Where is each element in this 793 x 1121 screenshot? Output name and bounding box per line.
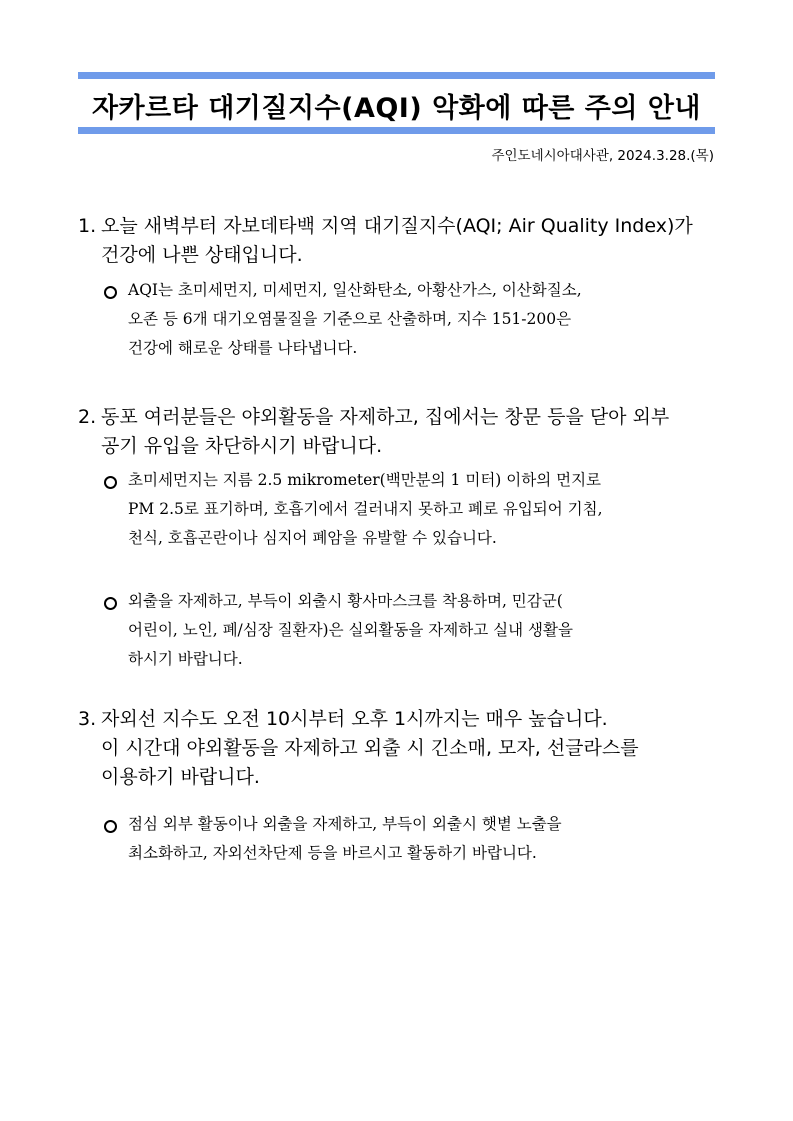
bullet-line: 하시기 바랍니다.: [128, 650, 243, 668]
page-title: 자카르타 대기질지수(AQI) 악화에 따른 주의 안내: [91, 93, 702, 124]
title-rule-top: [78, 72, 715, 79]
heading-line: 오늘 새벽부터 자보데타백 지역 대기질지수(AQI; Air Quality Index)가: [101, 215, 693, 237]
bullet-line: 점심 외부 활동이나 외출을 자제하고, 부득이 외출시 햇볕 노출을: [128, 815, 562, 833]
circle-bullet-icon: [104, 597, 117, 610]
circle-bullet-icon: [104, 476, 117, 489]
heading-line: 자외선 지수도 오전 10시부터 오후 1시까지는 매우 높습니다.: [101, 708, 608, 730]
section-2-heading: [78, 403, 728, 461]
circle-bullet-icon: [104, 286, 117, 299]
bullet-line: 오존 등 6개 대기오염물질을 기준으로 산출하며, 지수 151-200은: [128, 310, 572, 328]
section-3-bullet-1: [104, 810, 724, 868]
heading-line: 동포 여러분들은 야외활동을 자제하고, 집에서는 창문 등을 닫아 외부: [101, 406, 670, 428]
section-1-bullet-1: [104, 276, 724, 363]
heading-line: 공기 유입을 차단하시기 바랍니다.: [101, 435, 383, 457]
heading-line: 이용하기 바랍니다.: [101, 766, 260, 788]
section-number: 2.: [78, 406, 97, 428]
dateline: 주인도네시아대사관, 2024.3.28.(목): [491, 148, 714, 164]
section-2-bullet-2: [104, 587, 724, 674]
bullet-line: 외출을 자제하고, 부득이 외출시 황사마스크를 착용하며, 민감군(: [128, 592, 563, 610]
section-3-heading: [78, 705, 728, 792]
title-rule-bottom: [78, 127, 715, 134]
bullet-line: 최소화하고, 자외선차단제 등을 바르시고 활동하기 바랍니다.: [128, 844, 537, 862]
bullet-line: 초미세먼지는 지름 2.5 mikrometer(백만분의 1 미터) 이하의 먼지로: [128, 471, 602, 489]
circle-bullet-icon: [104, 820, 117, 833]
section-2-bullet-1: [104, 466, 724, 553]
section-1-heading: [78, 212, 728, 270]
bullet-line: 어린이, 노인, 폐/심장 질환자)은 실외활동을 자제하고 실내 생활을: [128, 621, 573, 639]
section-number: 3.: [78, 708, 97, 730]
heading-line: 건강에 나쁜 상태입니다.: [101, 244, 303, 266]
bullet-line: 천식, 호흡곤란이나 심지어 폐암을 유발할 수 있습니다.: [128, 529, 497, 547]
bullet-line: PM 2.5로 표기하며, 호흡기에서 걸러내지 못하고 폐로 유입되어 기침,: [128, 500, 603, 518]
heading-line: 이 시간대 야외활동을 자제하고 외출 시 긴소매, 모자, 선글라스를: [101, 737, 639, 759]
bullet-line: 건강에 해로운 상태를 나타냅니다.: [128, 339, 358, 357]
bullet-line: AQI는 초미세먼지, 미세먼지, 일산화탄소, 아황산가스, 이산화질소,: [128, 281, 582, 299]
section-number: 1.: [78, 215, 97, 237]
